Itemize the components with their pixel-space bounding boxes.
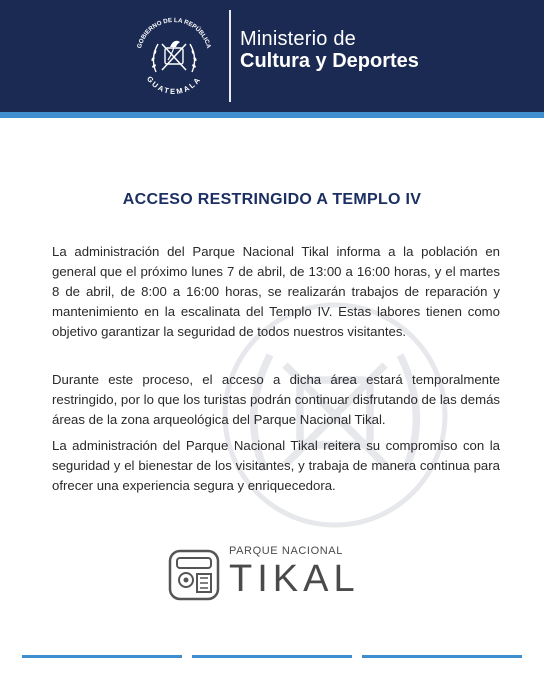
notice-paragraph-2: Durante este proceso, el acceso a dicha área estará temporalmente restringido, por lo que los turistas podrán continuar disfrutando de las demás áreas de la zona arqueológica del Parque Nacional Tikal. [52,372,500,427]
ministry-name-line2: Cultura y Deportes [240,50,419,72]
seal-text-bottom: GUATEMALA [144,74,204,97]
tikal-glyph-icon [167,548,221,602]
guatemala-seal-icon [128,10,220,102]
footer-line-left [22,655,182,658]
notice-paragraph-1: La administración del Parque Nacional Tikal informa a la población en general que el próximo lunes 7 de abril, de 13:00 a 16:00 horas, y el martes 8 de abril, de 8:00 a 16:00 horas, se realizarán trabajos de reparación y mantenimiento en la escalinata del Templo IV. Estas labores tienen como objetivo garantizar la seguridad de todos nuestros visitantes. [52,244,500,339]
header-divider [229,10,231,102]
ministry-name-line1: Ministerio de [240,28,356,50]
tikal-logo-name: TIKAL [229,558,360,600]
notice-title: ACCESO RESTRINGIDO A TEMPLO IV [122,191,422,208]
notice-paragraph-3: La administración del Parque Nacional Tikal reitera su compromiso con la seguridad y el bienestar de los visitantes, y trabaja de manera continua para ofrecer una experiencia segura y enriquecedora. [52,438,500,493]
svg-text:GUATEMALA [145,74,203,96]
tikal-logo-subtitle: PARQUE NACIONAL [229,545,343,557]
header-accent-stripe [0,112,544,118]
footer-line-right [362,655,522,658]
footer-line-center [192,655,352,658]
seal-text-top: GOBIERNO DE LA REPÚBLICA [135,16,213,50]
